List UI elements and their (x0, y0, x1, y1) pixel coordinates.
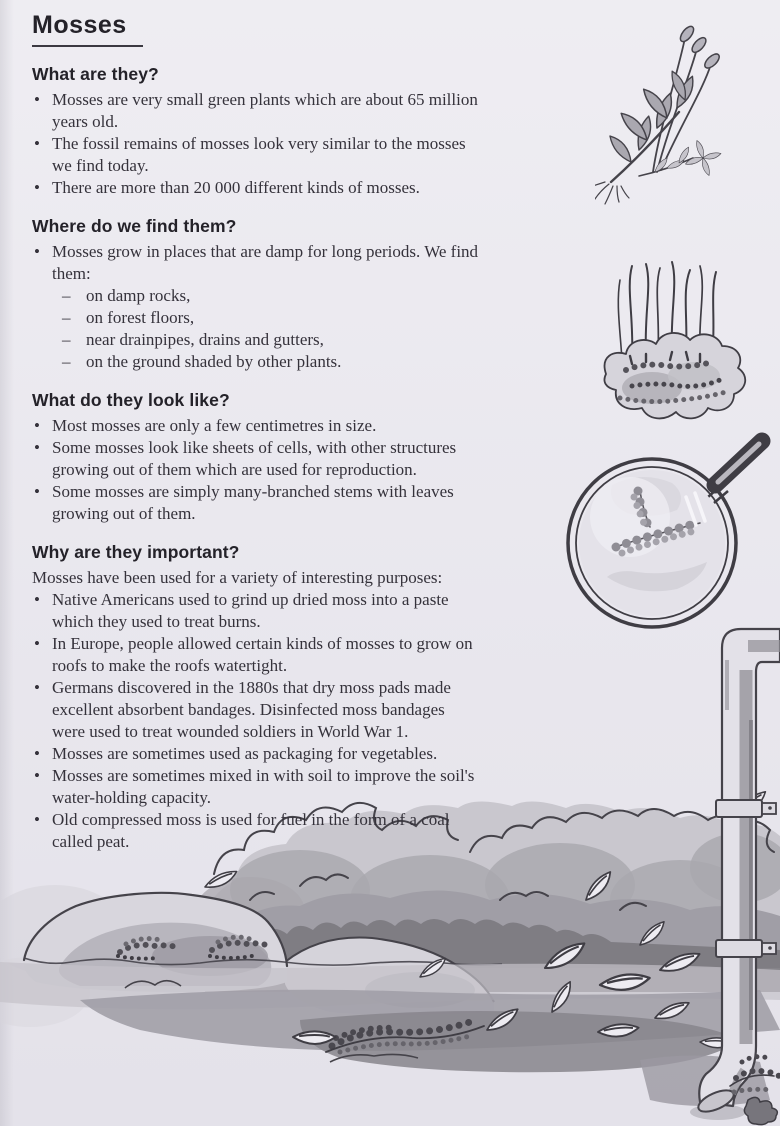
text-line: near drainpipes, drains and gutters, (86, 329, 324, 349)
text-line: growing out of them which are used for reproduction. (52, 459, 417, 479)
text-line: Old compressed moss is used for fuel in the form of a coal (52, 809, 450, 829)
sprig-branchlet-leaves (652, 140, 721, 176)
spore-capsules (678, 24, 722, 70)
bullet-marker: • (34, 437, 40, 457)
list-item (32, 415, 568, 437)
bullet-marker: • (34, 589, 40, 609)
dash-marker: – (62, 285, 71, 305)
text-line: roofs to make the roofs watertight. (52, 655, 288, 675)
text-line: on damp rocks, (86, 285, 191, 305)
magnifier-handle (708, 441, 762, 503)
text-line: Most mosses are only a few centimetres in size. (52, 415, 377, 435)
section-heading: What are they? (32, 63, 159, 84)
text-line: Mosses are sometimes used as packaging for vegetables. (52, 743, 438, 763)
dash-marker: – (62, 307, 71, 327)
bullet-marker: • (34, 677, 40, 697)
section-important (32, 540, 568, 853)
text-line: water-holding capacity. (52, 787, 212, 807)
pipe-bracket (716, 940, 776, 957)
text-line: called peat. (52, 831, 130, 851)
text-line: In Europe, people allowed certain kinds of mosses to grow on (52, 633, 473, 653)
sub-list-item (62, 285, 568, 307)
list-item (32, 677, 568, 743)
list-item (32, 133, 568, 177)
text-line: we find today. (52, 155, 149, 175)
list-item (32, 437, 568, 481)
text-line: Native Americans used to grind up dried moss into a paste (52, 589, 449, 609)
text-line: There are more than 20 000 different kinds of mosses. (52, 177, 420, 197)
text-line: on the ground shaded by other plants. (86, 351, 342, 371)
list-item (32, 177, 568, 199)
bullet-marker: • (34, 415, 40, 435)
text-line: years old. (52, 111, 119, 131)
bullet-marker: • (34, 89, 40, 109)
section-heading: What do they look like? (32, 389, 230, 410)
text-line: Mosses are very small green plants which are about 65 million (52, 89, 478, 109)
text-line: growing out of them. (52, 503, 196, 523)
sub-list (62, 285, 568, 373)
bullet-marker: • (34, 481, 40, 501)
text-line: Mosses grow in places that are damp for long periods. We find (52, 241, 479, 261)
list-item (32, 481, 568, 525)
list-item (32, 633, 568, 677)
text-line: The fossil remains of mosses look very similar to the mosses (52, 133, 466, 153)
bullet-marker: • (34, 133, 40, 153)
sub-list-item (62, 307, 568, 329)
bullet-marker: • (34, 241, 40, 261)
section-heading: Why are they important? (32, 541, 240, 562)
list-item (32, 589, 568, 633)
text-line: Some mosses are simply many-branched stems with leaves (52, 481, 454, 501)
pipe-bracket (716, 800, 776, 817)
text-line: Some mosses look like sheets of cells, with other structures (52, 437, 457, 457)
text-line: were used to treat wounded soldiers in World War 1. (52, 721, 409, 741)
bullet-marker: • (34, 809, 40, 829)
list-item (32, 809, 568, 853)
sub-list-item (62, 329, 568, 351)
text-line: them: (52, 263, 91, 283)
section-look-like (32, 388, 568, 525)
dash-marker: – (62, 351, 71, 371)
section-where-find (32, 214, 568, 373)
section-heading: Where do we find them? (32, 215, 237, 236)
text-line: excellent absorbent bandages. Disinfected moss bandages (52, 699, 445, 719)
text-column (32, 12, 568, 853)
section-what-are-they (32, 62, 568, 199)
text-line: Mosses are sometimes mixed in with soil to improve the soil's (52, 765, 475, 785)
text-line: on forest floors, (86, 307, 195, 327)
bullet-marker: • (34, 177, 40, 197)
page-title: Mosses (32, 12, 143, 47)
bullet-marker: • (34, 743, 40, 763)
moss-plant-sketch (595, 12, 770, 224)
bullet-marker: • (34, 765, 40, 785)
text-line: Germans discovered in the 1880s that dry moss pads made (52, 677, 451, 697)
bullet-marker: • (34, 633, 40, 653)
list-item (32, 765, 568, 809)
list-item (32, 743, 568, 765)
section-intro: Mosses have been used for a variety of interesting purposes: (32, 567, 443, 587)
list-item (32, 89, 568, 133)
sub-list-item (62, 351, 568, 373)
moss-clump-sketch (592, 258, 767, 453)
list-item (32, 241, 568, 285)
title-block (32, 12, 568, 47)
text-line: which they used to treat burns. (52, 611, 261, 631)
dash-marker: – (62, 329, 71, 349)
